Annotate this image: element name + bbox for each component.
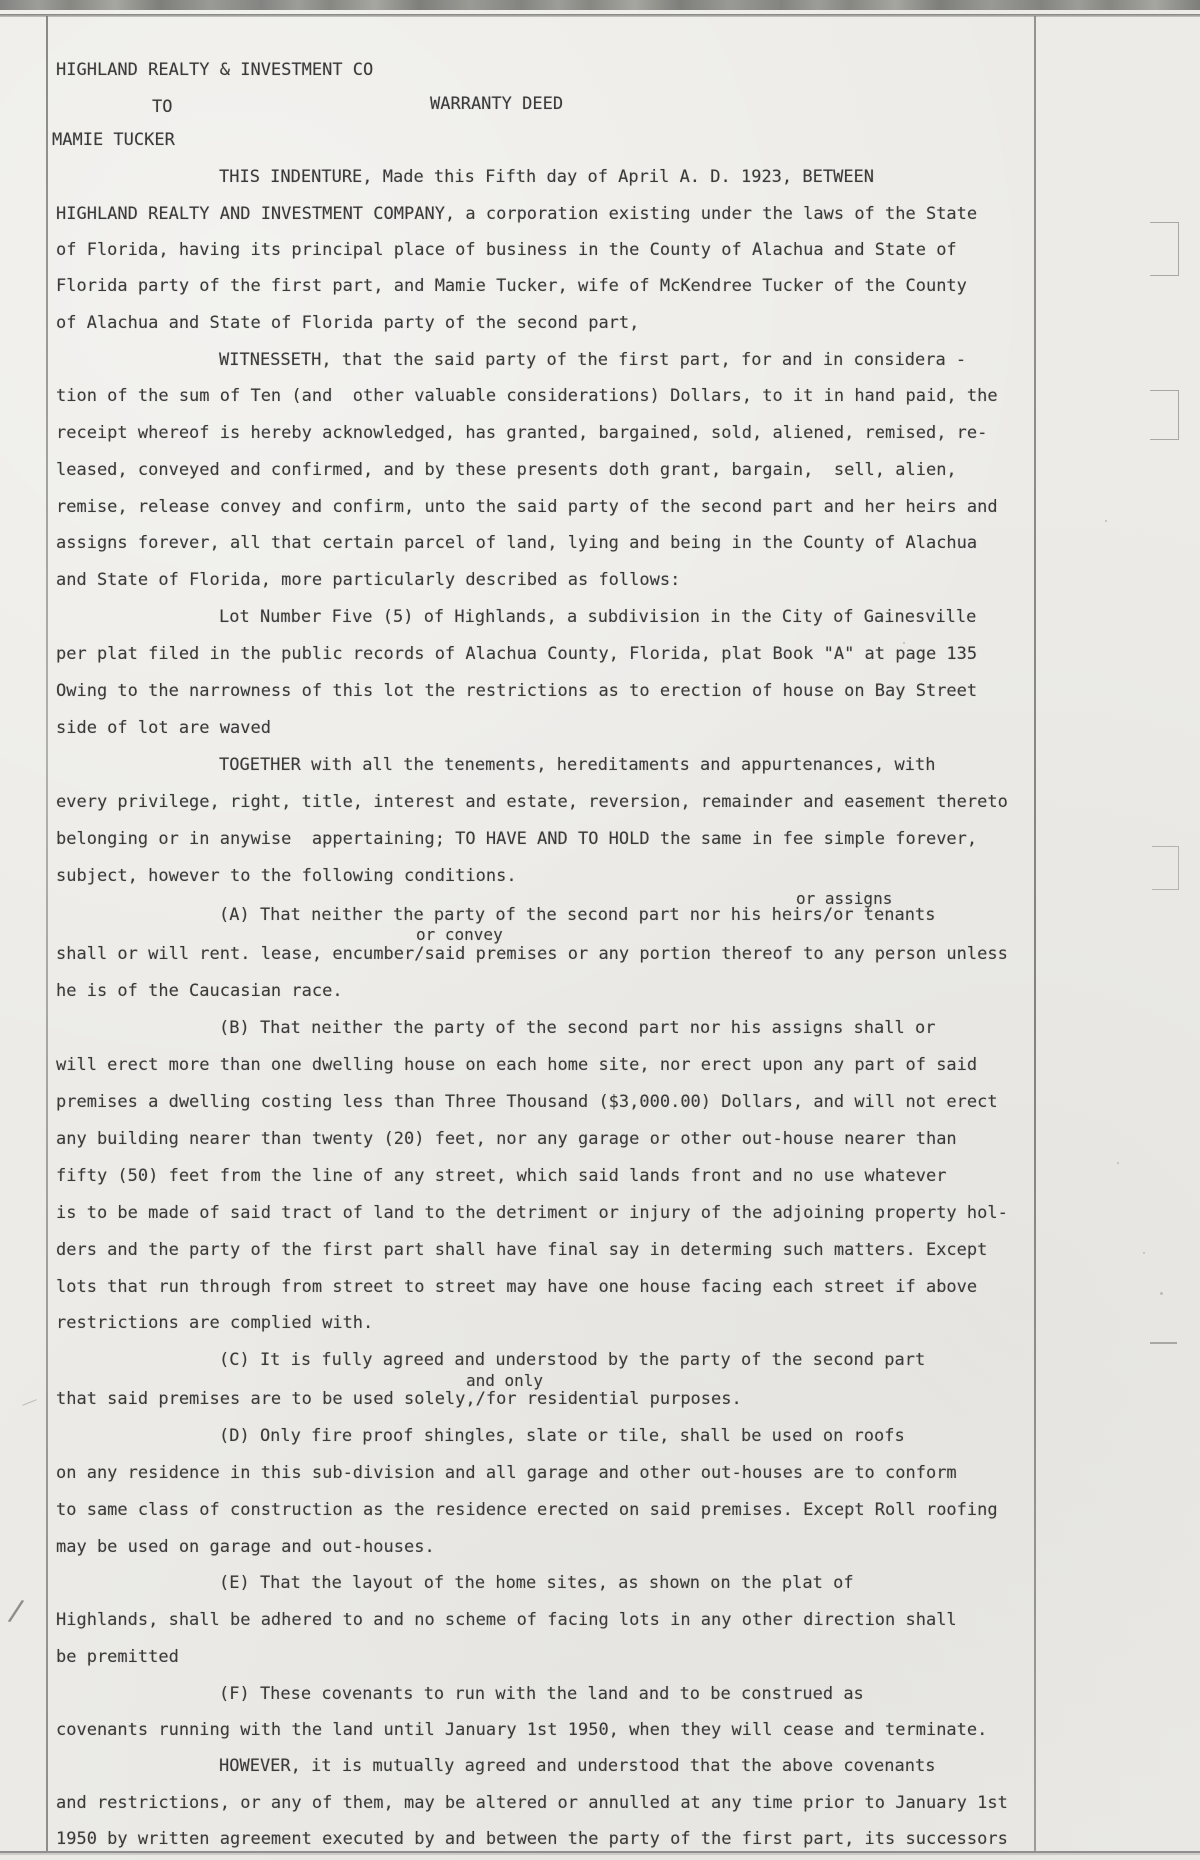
text-line: Florida party of the first part, and Mamie Tucker, wife of McKendree Tucker of the County xyxy=(56,276,967,296)
text-line: he is of the Caucasian race. xyxy=(56,981,343,1001)
text-line: Owing to the narrowness of this lot the restrictions as to erection of house on Bay Street xyxy=(56,681,978,701)
scan-edge-line xyxy=(0,14,1200,17)
text-line: may be used on garage and out-houses. xyxy=(56,1537,435,1557)
text-line: (A) That neither the party of the second part nor his heirs/or tenants xyxy=(219,905,936,925)
text-line: shall or will rent. lease, encumber/said premises or any portion thereof to any person unless xyxy=(56,944,1008,964)
text-line: premises a dwelling costing less than Three Thousand ($3,000.00) Dollars, and will not erect xyxy=(56,1092,998,1112)
right-margin-dash-mark xyxy=(1150,1342,1177,1344)
text-line: THIS INDENTURE, Made this Fifth day of April A. D. 1923, BETWEEN xyxy=(219,167,875,187)
text-line: covenants running with the land until January 1st 1950, when they will cease and terminate. xyxy=(56,1720,988,1740)
right-margin-bracket-mark xyxy=(1150,390,1179,440)
text-line: of Florida, having its principal place of business in the County of Alachua and State of xyxy=(56,240,957,260)
interlineation: and only xyxy=(466,1371,544,1390)
text-line: (E) That the layout of the home sites, as shown on the plat of xyxy=(219,1573,854,1593)
text-line: per plat filed in the public records of Alachua County, Florida, plat Book "A" at page 135 xyxy=(56,644,978,664)
text-line: to same class of construction as the residence erected on said premises. Except Roll roofing xyxy=(56,1500,998,1520)
grantee-name: MAMIE TUCKER xyxy=(52,130,175,150)
noise-speck xyxy=(1143,1252,1145,1254)
text-line: leased, conveyed and confirmed, and by these presents doth grant, bargain, sell, alien, xyxy=(56,460,957,480)
document-type-title: WARRANTY DEED xyxy=(430,94,564,114)
page-bottom-rule xyxy=(0,1851,1200,1853)
text-line: Highlands, shall be adhered to and no scheme of facing lots in any other direction shall xyxy=(56,1610,957,1630)
text-line: lots that run through from street to street may have one house facing each street if above xyxy=(56,1277,978,1297)
text-line: assigns forever, all that certain parcel of land, lying and being in the County of Alachua xyxy=(56,533,978,553)
text-line: remise, release convey and confirm, unto the said party of the second part and her heirs and xyxy=(56,497,998,517)
text-line: any building nearer than twenty (20) feet, nor any garage or other out-house nearer than xyxy=(56,1129,957,1149)
text-line: tion of the sum of Ten (and other valuable considerations) Dollars, to it in hand paid, the xyxy=(56,386,998,406)
text-line: and restrictions, or any of them, may be altered or annulled at any time prior to January 1st xyxy=(56,1793,1008,1813)
noise-speck xyxy=(1117,1162,1119,1164)
text-line: be premitted xyxy=(56,1647,179,1667)
grantor-name: HIGHLAND REALTY & INVESTMENT CO xyxy=(56,60,374,80)
text-line: belonging or in anywise appertaining; TO HAVE AND TO HOLD the same in fee simple forever, xyxy=(56,829,978,849)
interlineation: or convey xyxy=(416,925,503,944)
text-line: HOWEVER, it is mutually agreed and understood that the above covenants xyxy=(219,1756,936,1776)
interlineation: or assigns xyxy=(796,889,893,908)
noise-speck xyxy=(903,642,905,644)
right-margin-bracket-mark xyxy=(1150,222,1179,276)
left-margin-scratch-mark xyxy=(22,1399,36,1406)
to-label: TO xyxy=(152,97,173,117)
text-line: is to be made of said tract of land to the detriment or injury of the adjoining property hol- xyxy=(56,1203,1008,1223)
text-line: HIGHLAND REALTY AND INVESTMENT COMPANY, a corporation existing under the laws of the State xyxy=(56,204,978,224)
right-margin-bracket-mark xyxy=(1152,846,1179,890)
scan-edge-band xyxy=(0,0,1200,10)
text-line: that said premises are to be used solely,/for residential purposes. xyxy=(56,1389,742,1409)
noise-speck xyxy=(1160,1292,1163,1295)
text-line: (D) Only fire proof shingles, slate or tile, shall be used on roofs xyxy=(219,1426,905,1446)
noise-speck xyxy=(1105,520,1107,522)
text-line: subject, however to the following conditions. xyxy=(56,866,517,886)
text-line: (C) It is fully agreed and understood by the party of the second part xyxy=(219,1350,926,1370)
text-line: WITNESSETH, that the said party of the first part, for and in considera - xyxy=(219,350,967,370)
text-line: will erect more than one dwelling house on each home site, nor erect upon any part of said xyxy=(56,1055,978,1075)
text-line: every privilege, right, title, interest and estate, reversion, remainder and easement thereto xyxy=(56,792,1008,812)
text-line: of Alachua and State of Florida party of the second part, xyxy=(56,313,640,333)
text-line: (F) These covenants to run with the land and to be construed as xyxy=(219,1684,864,1704)
text-line: fifty (50) feet from the line of any street, which said lands front and no use whatever xyxy=(56,1166,947,1186)
text-line: ders and the party of the first part shall have final say in determing such matters. Except xyxy=(56,1240,988,1260)
text-line: on any residence in this sub-division and all garage and other out-houses are to conform xyxy=(56,1463,957,1483)
text-line: receipt whereof is hereby acknowledged, has granted, bargained, sold, aliened, remised, re- xyxy=(56,423,988,443)
text-line: side of lot are waved xyxy=(56,718,271,738)
left-margin-slash-mark: / xyxy=(5,1592,28,1629)
text-line: and State of Florida, more particularly described as follows: xyxy=(56,570,681,590)
text-line: 1950 by written agreement executed by and between the party of the first part, its successors xyxy=(56,1829,1008,1849)
right-margin-rule xyxy=(1034,16,1036,1852)
text-line: Lot Number Five (5) of Highlands, a subdivision in the City of Gainesville xyxy=(219,607,977,627)
text-line: restrictions are complied with. xyxy=(56,1313,374,1333)
text-line: (B) That neither the party of the second part nor his assigns shall or xyxy=(219,1018,936,1038)
text-line: TOGETHER with all the tenements, hereditaments and appurtenances, with xyxy=(219,755,936,775)
left-margin-rule xyxy=(46,16,48,1852)
